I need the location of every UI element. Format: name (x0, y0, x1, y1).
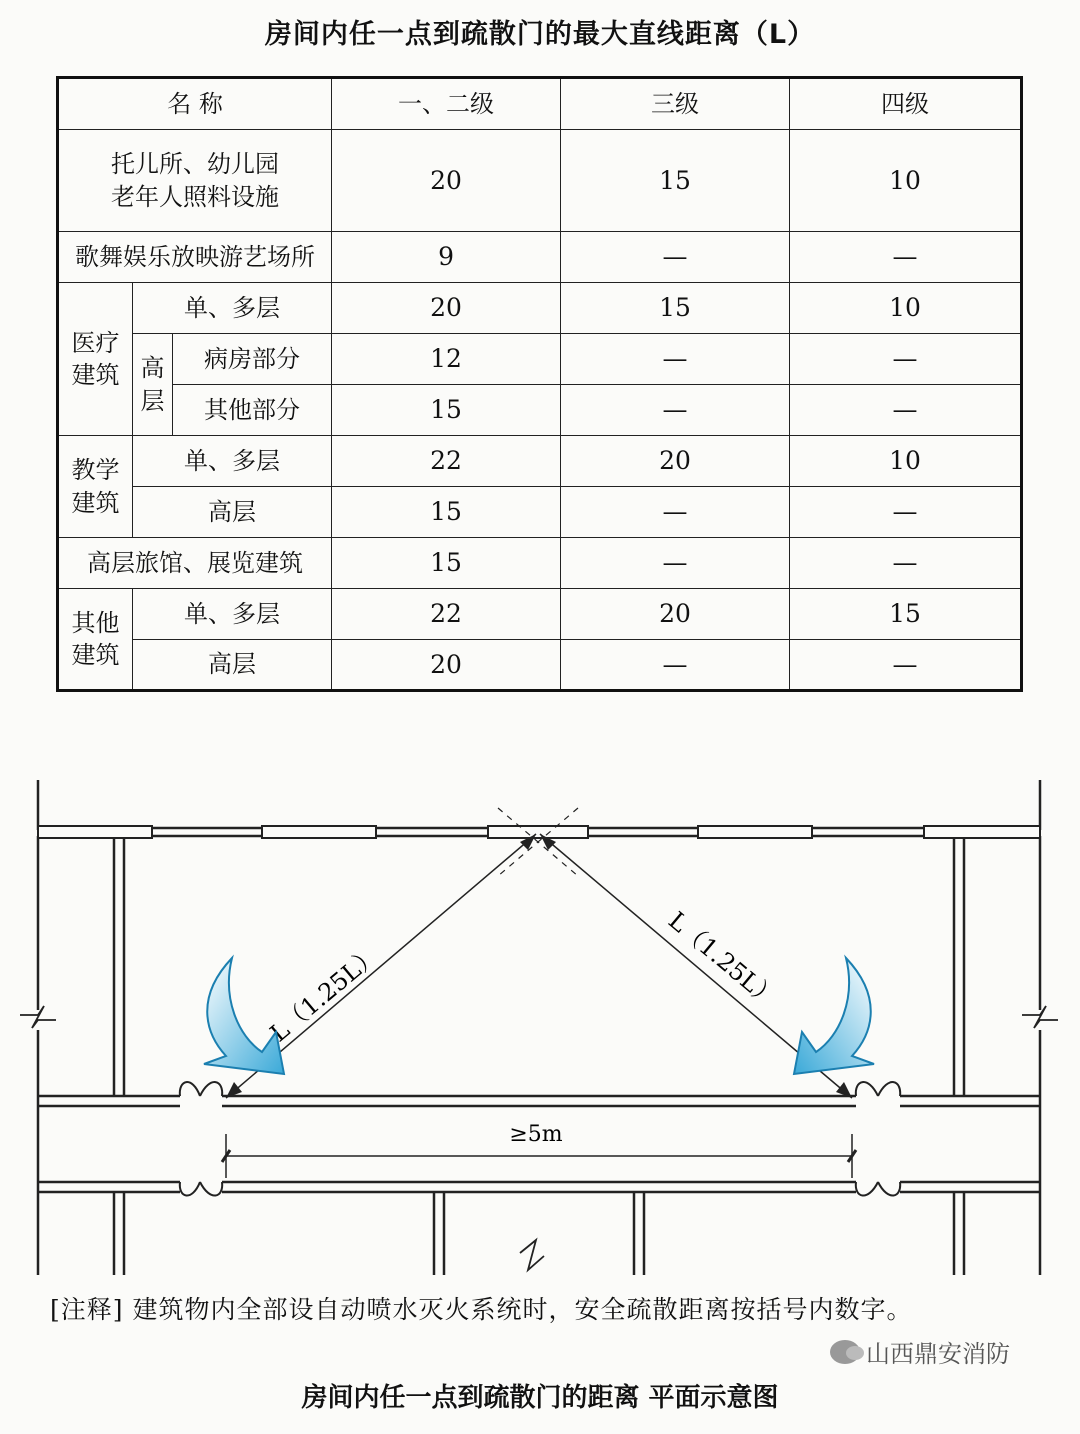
left-distance-label: L（1.25L） (264, 940, 385, 1048)
cell-value: — (790, 487, 1022, 538)
cell-value: — (790, 538, 1022, 589)
row-name: 高层旅馆、展览建筑 (58, 538, 332, 589)
header-grade-4: 四级 (790, 78, 1022, 130)
header-name: 名 称 (58, 78, 332, 130)
cell-value: 20 (332, 283, 561, 334)
cell-value: 10 (790, 436, 1022, 487)
cell-value: — (790, 232, 1022, 283)
page-title: 房间内任一点到疏散门的最大直线距离（L） (264, 19, 816, 50)
right-distance-label: L（1.25L） (663, 906, 784, 1014)
high-rise-label (133, 334, 173, 436)
cell-value: 10 (790, 130, 1022, 232)
row-name: 高层 (133, 640, 332, 691)
table-row (58, 385, 1022, 436)
category-medical (58, 283, 133, 436)
right-evacuation-arrow-icon (794, 958, 874, 1074)
cell-value: 20 (561, 436, 790, 487)
wechat-icon (830, 1340, 860, 1364)
cell-value: 12 (332, 334, 561, 385)
cell-value: — (790, 640, 1022, 691)
cell-value: 15 (561, 130, 790, 232)
distance-lines (226, 834, 852, 1098)
cell-value: 20 (332, 640, 561, 691)
cell-value: — (561, 487, 790, 538)
cell-value: 15 (790, 589, 1022, 640)
cell-value: 15 (561, 283, 790, 334)
row-name: 单、多层 (133, 589, 332, 640)
cell-value: 15 (332, 538, 561, 589)
note-text: [注释] 建筑物内全部设自动喷水灭火系统时，安全疏散距离按括号内数字。 (50, 1295, 913, 1324)
cell-value: 15 (332, 487, 561, 538)
header-grade-1-2: 一、二级 (332, 78, 561, 130)
category-label: 教学建筑 (71, 456, 120, 517)
row-name-line: 托儿所、幼儿园 (111, 150, 280, 179)
category-teaching (58, 436, 133, 538)
cell-value: — (561, 385, 790, 436)
table-row (58, 640, 1022, 691)
watermark-text: 山西鼎安消防 (866, 1340, 1010, 1368)
table-row (58, 589, 1022, 640)
floor-plan-diagram (0, 770, 1080, 1280)
table-row (58, 436, 1022, 487)
figure-caption: 房间内任一点到疏散门的距离 平面示意图 (301, 1383, 779, 1413)
table-header-row (58, 78, 1022, 130)
cell-value: — (561, 640, 790, 691)
row-name: 高层 (133, 487, 332, 538)
category-other (58, 589, 133, 691)
row-name-line: 老年人照料设施 (111, 182, 280, 211)
row-name: 病房部分 (173, 334, 332, 385)
table-row (58, 283, 1022, 334)
high-rise-text: 高层 (140, 354, 165, 415)
row-name: 单、多层 (133, 436, 332, 487)
cell-value: — (561, 538, 790, 589)
row-name (58, 130, 332, 232)
distance-table (56, 76, 1023, 692)
cell-value: 20 (561, 589, 790, 640)
cell-value: 9 (332, 232, 561, 283)
row-name: 歌舞娱乐放映游艺场所 (58, 232, 332, 283)
corner-dashes (498, 808, 578, 876)
row-name: 其他部分 (173, 385, 332, 436)
category-label: 医疗建筑 (71, 328, 120, 389)
cell-value: 20 (332, 130, 561, 232)
cell-value: — (561, 334, 790, 385)
table-row (58, 487, 1022, 538)
left-evacuation-arrow-icon (204, 958, 284, 1074)
cell-value: — (561, 232, 790, 283)
cell-value: 22 (332, 589, 561, 640)
cell-value: 15 (332, 385, 561, 436)
row-name: 单、多层 (133, 283, 332, 334)
header-grade-3: 三级 (561, 78, 790, 130)
table-row (58, 334, 1022, 385)
cell-value: — (790, 385, 1022, 436)
table-row (58, 232, 1022, 283)
table-row (58, 538, 1022, 589)
cell-value: — (790, 334, 1022, 385)
cell-value: 22 (332, 436, 561, 487)
watermark (830, 1334, 1010, 1369)
table-row (58, 130, 1022, 232)
cell-value: 10 (790, 283, 1022, 334)
arrowheads (226, 834, 852, 1098)
door-spacing-label: ≥5m (509, 1122, 563, 1147)
category-label: 其他建筑 (71, 608, 120, 669)
plan-walls (38, 780, 1040, 1275)
